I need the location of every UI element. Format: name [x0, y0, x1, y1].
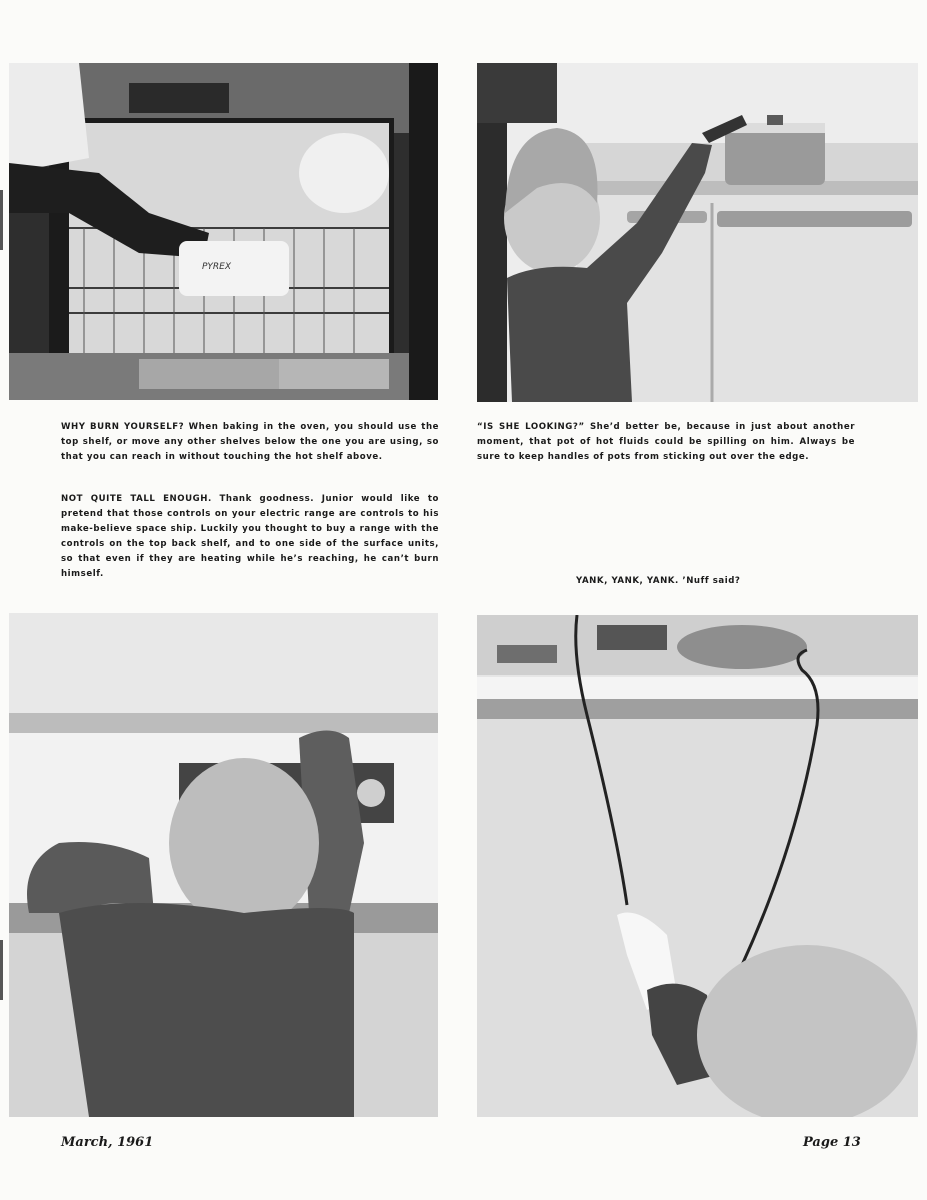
pot-photo	[477, 63, 918, 402]
caption-burn-text: When baking in the oven, you should use the top shelf, or move any other shelves below the one you are using, so that you can reach in without touching the hot shelf above.	[61, 422, 440, 462]
caption-tall-text: Thank goodness. Junior would like to pretend that those controls on your electric range are controls to his make-believe space ship. Luckily you thought to buy a range with the controls on the top back shelf, and to one side of the surface units, so that even if they are heating while he’s reaching, he can’t burn himself.	[61, 494, 439, 579]
caption-burn	[61, 420, 439, 465]
footer-date: March, 1961	[61, 1135, 154, 1150]
caption-tall-lead: NOT QUITE TALL ENOUGH.	[61, 494, 212, 504]
oven-photo	[9, 63, 438, 400]
cord-photo	[477, 615, 918, 1117]
binding-mark-bottom	[0, 940, 3, 1000]
oven-dish-label: PYREX	[202, 262, 232, 272]
caption-tall	[61, 492, 439, 582]
caption-burn-lead: WHY BURN YOURSELF?	[61, 422, 185, 432]
caption-yank-text: YANK, YANK, YANK. ’Nuff said?	[576, 576, 741, 586]
controls-photo	[9, 613, 438, 1117]
caption-looking	[477, 420, 855, 465]
caption-looking-lead: “IS SHE LOOKING?”	[477, 422, 585, 432]
caption-yank	[576, 574, 876, 589]
binding-mark-top	[0, 190, 3, 250]
footer-page-number: Page 13	[803, 1135, 861, 1150]
caption-looking-text: She’d better be, because in just about another moment, that pot of hot fluids could be spilling on him. Always be sure to keep handles of pots from sticking out over the edge.	[477, 422, 855, 462]
